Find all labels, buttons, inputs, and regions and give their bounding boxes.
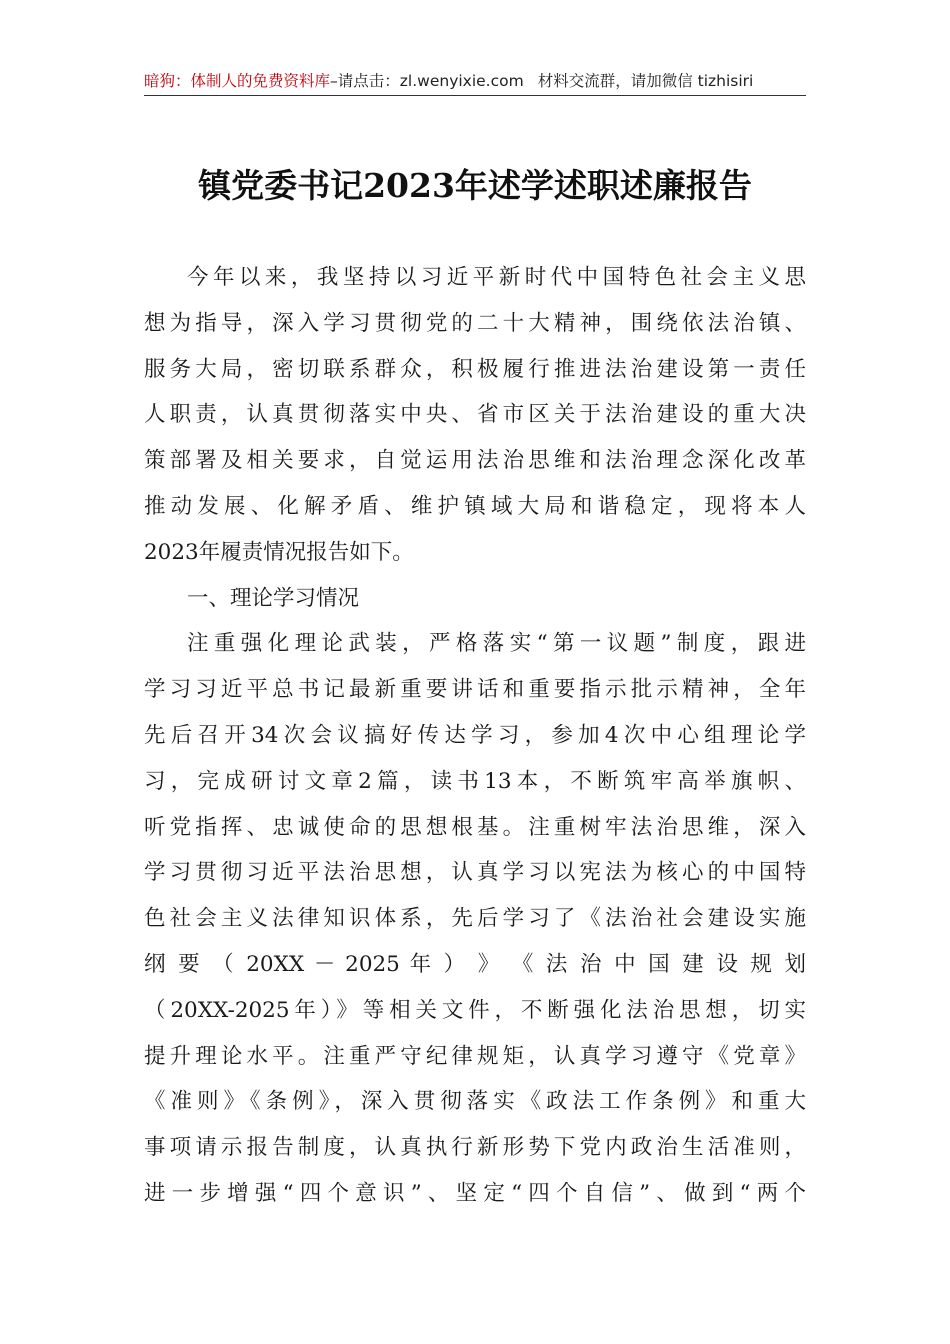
paragraph-line: 注重强化理论武装，严格落实“第一议题”制度，跟进 — [187, 631, 806, 657]
paragraph-line: （20XX-2025年）》等相关文件，不断强化法治思想，切实 — [144, 997, 806, 1023]
document-body — [144, 255, 806, 1217]
paragraph-line: 《准则》《条例》，深入贯彻落实《政法工作条例》和重大 — [144, 1089, 806, 1115]
paragraph-line: 提升理论水平。注重严守纪律规矩，认真学习遵守《党章》 — [144, 1043, 806, 1069]
paragraph-line: 人职责，认真贯彻落实中央、省市区关于法治建设的重大决 — [144, 402, 806, 428]
section-heading: 一、理论学习情况 — [187, 585, 360, 611]
paragraph-line: 事项请示报告制度，认真执行新形势下党内政治生活准则， — [144, 1135, 806, 1161]
header-brand: 暗狗：体制人的免费资料库 — [144, 72, 331, 90]
paragraph-line: 策部署及相关要求，自觉运用法治思维和法治理念深化改革 — [144, 448, 806, 474]
header-url-link[interactable]: zl.wenyixie.com — [399, 72, 524, 90]
paragraph-line: 学习贯彻习近平法治思想，认真学习以宪法为核心的中国特 — [144, 860, 806, 886]
paragraph-line: 色社会主义法律知识体系，先后学习了《法治社会建设实施 — [144, 906, 806, 932]
paragraph-line: 听党指挥、忠诚使命的思想根基。注重树牢法治思维，深入 — [144, 814, 806, 840]
header-link-prefix: –请点击： — [330, 72, 400, 90]
document-title: 镇党委书记2023年述学述职述廉报告 — [198, 166, 752, 205]
paragraph-line: 推动发展、化解矛盾、维护镇域大局和谐稳定，现将本人 — [144, 493, 806, 519]
paragraph-line: 学习习近平总书记最新重要讲话和重要指示批示精神，全年 — [144, 677, 806, 703]
paragraph-line: 2023年履责情况报告如下。 — [144, 539, 414, 565]
paragraph-line: 先后召开34次会议搞好传达学习，参加4次中心组理论学 — [144, 722, 806, 748]
header-note: 材料交流群，请加微信 tizhisiri — [537, 72, 754, 90]
header-divider — [144, 95, 806, 96]
paragraph-line: 进一步增强“四个意识”、坚定“四个自信”、做到“两个 — [144, 1180, 806, 1206]
paragraph-line: 今年以来，我坚持以习近平新时代中国特色社会主义思 — [187, 265, 806, 290]
page-header — [144, 66, 806, 96]
paragraph-line: 纲 要 （ 20XX － 2025 年 ） 》 《 法 治 中 国 建 设 规 划 — [144, 951, 806, 977]
paragraph-line: 习，完成研讨文章2篇，读书13本，不断筑牢高举旗帜、 — [144, 768, 806, 794]
paragraph-line: 想为指导，深入学习贯彻党的二十大精神，围绕依法治镇、 — [144, 310, 806, 336]
paragraph-line: 服务大局，密切联系群众，积极履行推进法治建设第一责任 — [144, 356, 806, 382]
